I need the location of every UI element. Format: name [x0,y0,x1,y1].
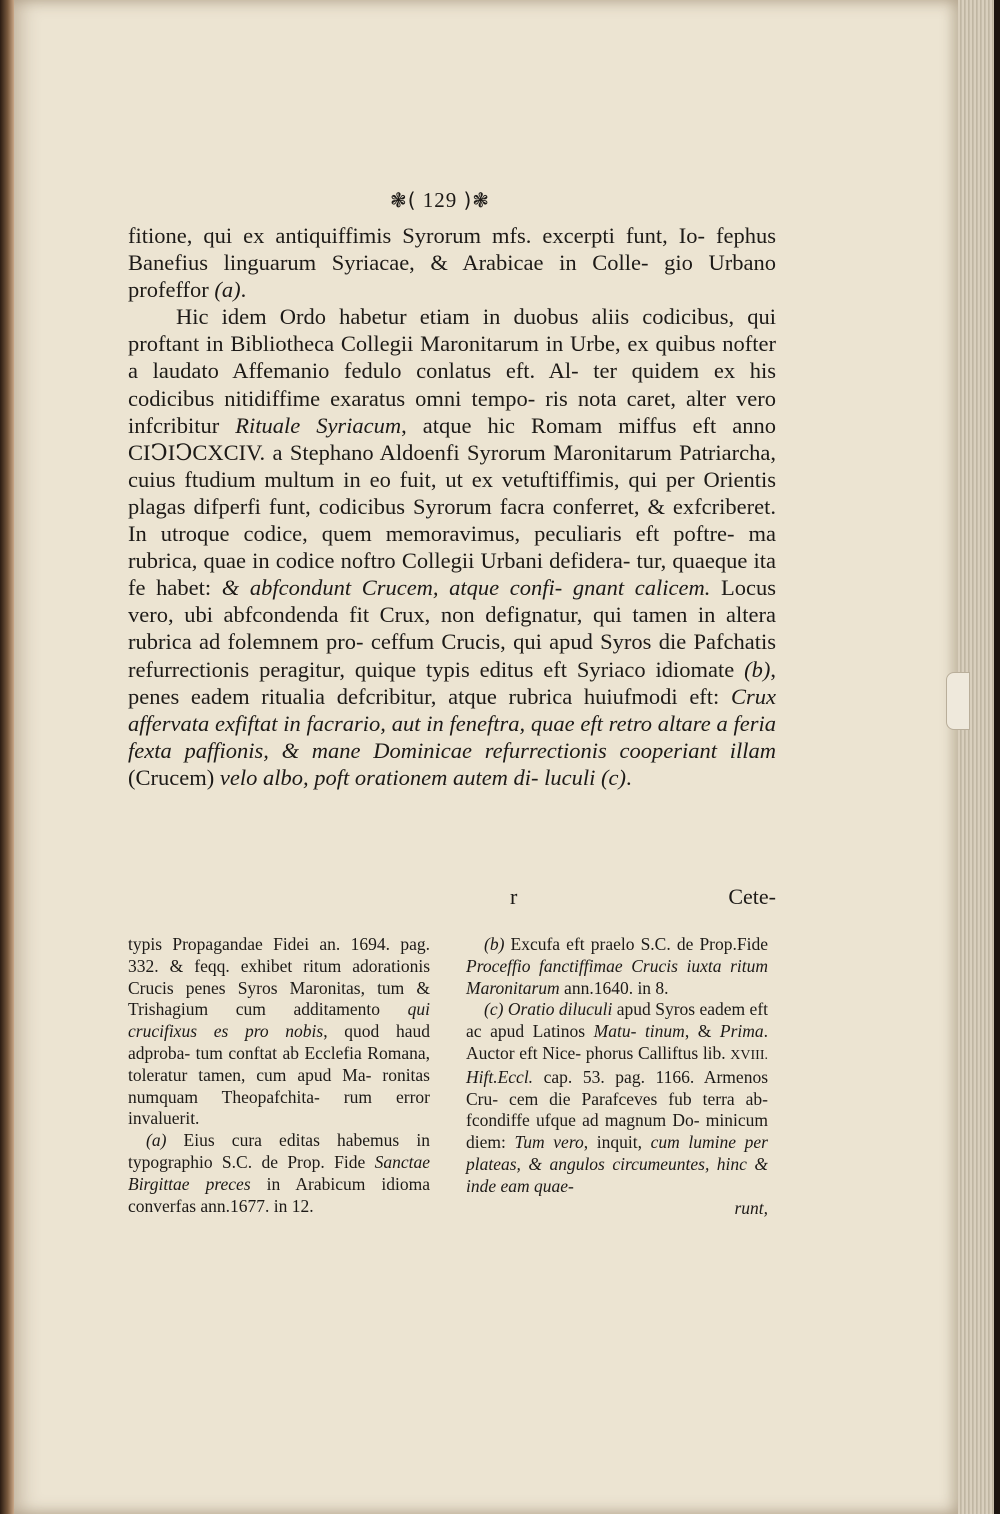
italic-run: cum lumine per plateas, & angulos circumeuntes, hinc & inde eam quae- [466,1132,768,1196]
footnote-ref-b[interactable]: (b) [744,656,771,682]
italic-run: Proceffio fanctiffimae Crucis iuxta ritum Maronitarum [466,955,768,998]
text-run: , penes eadem ritualia defcribitur, atque rubrica huiufmodi eft: [128,656,776,709]
text-run: (Crucem) [128,764,220,790]
right-ornament: )❃ [463,188,491,212]
italic-run: Prima [719,1021,764,1042]
running-head [360,188,520,213]
text-run: in Arabicum idioma converfas ann.1677. in 12. [128,1173,430,1216]
footnote-ref-a[interactable]: (a) [214,277,241,303]
text-run: ann.1640. in 8. [559,977,669,998]
signature-mark: r [510,884,518,909]
text-run: , & [684,1021,720,1042]
footnote-b [466,934,768,999]
italic-run: Hift.Eccl. [466,1066,534,1087]
paragraph-2 [128,303,776,791]
text-run: . [240,277,247,303]
main-text [128,222,776,791]
text-run: . [626,764,632,790]
italic-run: Rituale Syriacum [235,412,402,438]
footnote-a [128,1130,430,1217]
text-run: Excufa eft praelo S.C. de Prop.Fide [504,934,768,954]
italic-run: velo albo, poft orationem autem di- luculi [219,764,596,790]
text-run: , quod haud adproba- tum conftat ab Ecclefia Romana, toleratur tamen, cum apud Ma- ronitas numquam Theopafchita- rum error invaluerit. [128,1021,430,1129]
italic-run: Tum vero [514,1132,584,1153]
italic-run: Sanctae Birgittae preces [128,1151,430,1194]
footnote-continuation [128,934,430,1130]
page-tab[interactable] [946,672,970,730]
italic-run: qui crucifixus es pro nobis [128,999,430,1042]
text-run: cap. 53. pag. 1166. Armenos Cru- cem die Parafceves fub terra ab- fcondiffe ufque ad magnum Do- minicum diem: [466,1066,768,1153]
roman-numeral: XVIII. [730,1047,768,1063]
footnote-catchword-text: runt, [734,1197,768,1218]
italic-run: Matu- tinum [593,1021,685,1042]
catchword: Cete- [728,884,776,909]
text-run: , atque hic Romam miffus eft anno CIↃIↃCXCIV. a Stephano Aldoenfi Syrorum Maronitarum Patriarcha, cuius ftudium multum in eo fuit, ut ex vetuftiffimis, qui per Orientis plagas difperfi funt, codicibus Syrorum facra conferret, & exfcriberet. In utroque codice, quem memoravimus, peculiaris eft poftre- ma rubrica, quae in codice noftro Collegii Urbani defidera- tur, quaeque ita fe habet: [128,412,776,601]
footnotes-right-column [466,934,768,1219]
text-run: fitione, qui ex antiquiffimis Syrorum mfs. excerpti funt, Io- fephus Banefius linguarum Syriacae, & Arabicae in Colle- gio Urbano profeffor [128,223,776,303]
footnote-label-c: (c) [484,999,504,1020]
text-run: . Auctor eft Nice- phorus Calliftus lib. [466,1021,768,1063]
left-ornament: ❃( [389,188,417,212]
text-run: , inquit, [583,1132,651,1153]
footnote-label-a: (a) [146,1130,167,1151]
text-run: Hic idem Ordo habetur etiam in duobus aliis codicibus, qui proftant in Bibliotheca Collegii Maronitarum in Urbe, ex quibus nofter a laudato Affemanio fedulo conlatus eft. Al- ter quidem ex his codicibus nitidiffime exaratus omni tempo- ris nota caret, alter vero infcribitur [128,304,776,438]
paragraph-1 [128,222,776,303]
book-gutter-shadow [0,0,14,1514]
signature-line [128,884,776,914]
page-number: 129 [422,188,458,212]
italic-run: Oratio diluculi [503,999,613,1020]
footnote-catchword [466,1198,768,1220]
book-cover-edge [994,0,1000,1514]
footnote-ref-c[interactable]: (c) [595,764,627,790]
italic-run: & abfcondunt Crucem, atque confi- gnant calicem. [221,575,711,601]
footnote-c [466,999,768,1197]
text-run: apud Syros eadem eft ac apud Latinos [466,999,769,1042]
italic-run: Crux affervata exfiftat in facrario, aut in feneftra, quae eft retro altare a feria fexta paffionis, & mane Dominicae refurrectionis cooperiant illam [128,683,776,763]
text-run: Locus vero, ubi abfcondenda fit Crux, non defignatur, qui tamen in altera rubrica ad folemnem pro- ceffum Crucis, qui apud Syros die Pafchatis refurrectionis peragitur, quique typis editus eft Syriaco idiomate [128,575,776,682]
footnote-label-b: (b) [484,934,505,954]
text-run: Eius cura editas habemus in typographio S.C. de Prop. Fide [128,1130,430,1172]
text-run: typis Propagandae Fidei an. 1694. pag. 332. & feqq. exhibet ritum adorationis Crucis penes Syros Maronitas, tum & Trishagium cum additamento [128,934,430,1020]
footnotes-left-column [128,934,430,1217]
